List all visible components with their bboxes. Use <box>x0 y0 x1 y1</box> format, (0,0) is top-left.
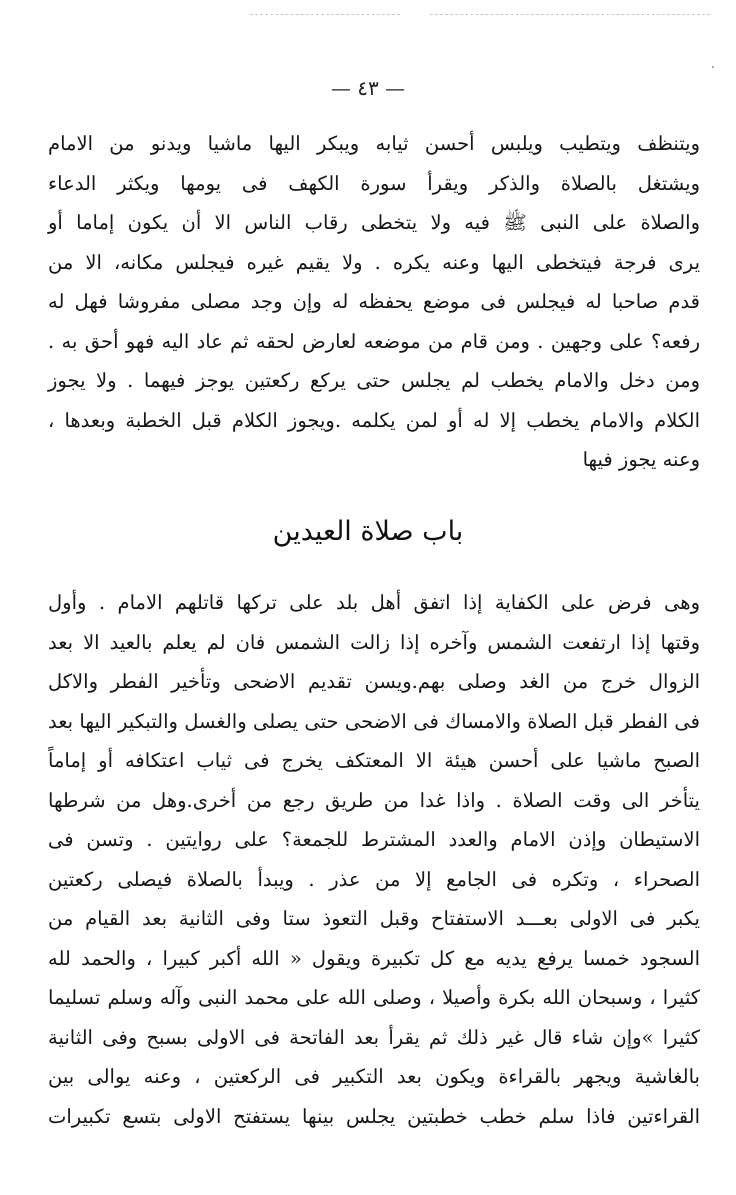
page-number: — ٤٣ — <box>330 76 406 100</box>
text-line: يرى فرجة فيتخطى اليها وعنه يكره . ولا يقيم غيره فيجلس مكانه، الا من <box>48 250 700 274</box>
text-line: فى الفطر قبل الصلاة والامساك فى الاضحى حتى يصلى والغسل والتبكير اليها بعد <box>48 709 700 733</box>
text-line: بالغاشية ويجهر بالقراءة ويكون بعد التكبير فى الركعتين ، وعنه يوالى بين <box>48 1065 700 1088</box>
text-line: الكلام والامام يخطب إلا له أو لمن يكلمه .ويجوز الكلام قبل الخطبة وبعدها ، <box>48 408 700 432</box>
paragraph-eid-prayers <box>48 583 700 1136</box>
text-line: الصحراء ، وتكره فى الجامع إلا من عذر . ويبدأ بالصلاة فيصلى ركعتين <box>48 867 700 891</box>
scan-speck <box>712 66 714 68</box>
text-line: الصبح ماشيا على أحسن هيئة الا المعتكف يخرج فى ثياب اعتكافه أو إماماً <box>48 749 700 772</box>
text-line: يتأخر الى وقت الصلاة . واذا غدا من طريق رجع من أخرى.وهل من شرطها <box>48 788 700 812</box>
scan-border-line <box>430 14 710 15</box>
text-line: ومن دخل والامام يخطب لم يجلس حتى يركع ركعتين يوجز فيهما . ولا يجوز <box>48 369 700 392</box>
text-line: كثيرا »وإن شاء قال غير ذلك ثم يقرأ بعد الفاتحة فى الاولى بسبح وفى الثانية <box>48 1025 700 1049</box>
chapter-heading: باب صلاة العيدين <box>272 516 464 547</box>
text-line: يكبر فى الاولى بعـــد الاستفتاح وقبل التعوذ ستا وفى الثانية بعد القيام من <box>48 907 700 930</box>
text-line: رفعه؟ على وجهين . ومن قام من موضعه لعارض لحقه ثم عاد اليه فهو أحق به . <box>48 329 700 353</box>
scan-border-line <box>250 14 400 15</box>
text-line: ويتنظف ويتطيب ويلبس أحسن ثيابه ويبكر اليها ماشيا ويدنو من الامام <box>48 132 700 155</box>
text-line: والصلاة على النبى ﷺ فيه ولا يتخطى رقاب الناس الا أن يكون إماما أو <box>48 211 700 234</box>
text-line: القراءتين فاذا سلم خطب خطبتين يجلس بينها يستفتح الاولى بتسع تكبيرات <box>48 1104 700 1128</box>
text-line: الزوال خرج من الغد وصلى بهم.ويسن تقديم الاضحى وتأخير الفطر والاكل <box>48 670 700 693</box>
text-line: وقتها إذا ارتفعت الشمس وآخره إذا زالت الشمس فان لم يعلم بالعيد الا بعد <box>48 630 700 654</box>
text-line: وعنه يجوز فيها <box>582 448 700 471</box>
text-line: وهى فرض على الكفاية إذا اتفق أهل بلد على تركها قاتلهم الامام . وأول <box>48 591 700 614</box>
text-line: ويشتغل بالصلاة والذكر ويقرأ سورة الكهف فى يومها ويكثر الدعاء <box>48 171 700 195</box>
paragraph-friday-prayer <box>48 124 700 480</box>
text-line: السجود خمسا يرفع يديه مع كل تكبيرة ويقول « الله أكبر كبيرا ، والحمد لله <box>48 946 700 970</box>
text-line: قدم صاحبا له فيجلس فى موضع يحفظه له وإن وجد مصلى مفروشا فهل له <box>48 290 700 313</box>
text-line: كثيرا ، وسبحان الله بكرة وأصيلا ، وصلى الله على محمد النبى وآله وسلم تسليما <box>48 986 700 1009</box>
text-line: الاستيطان وإذن الامام والعدد المشترط للجمعة؟ على روايتين . وتسن فى <box>48 828 700 851</box>
